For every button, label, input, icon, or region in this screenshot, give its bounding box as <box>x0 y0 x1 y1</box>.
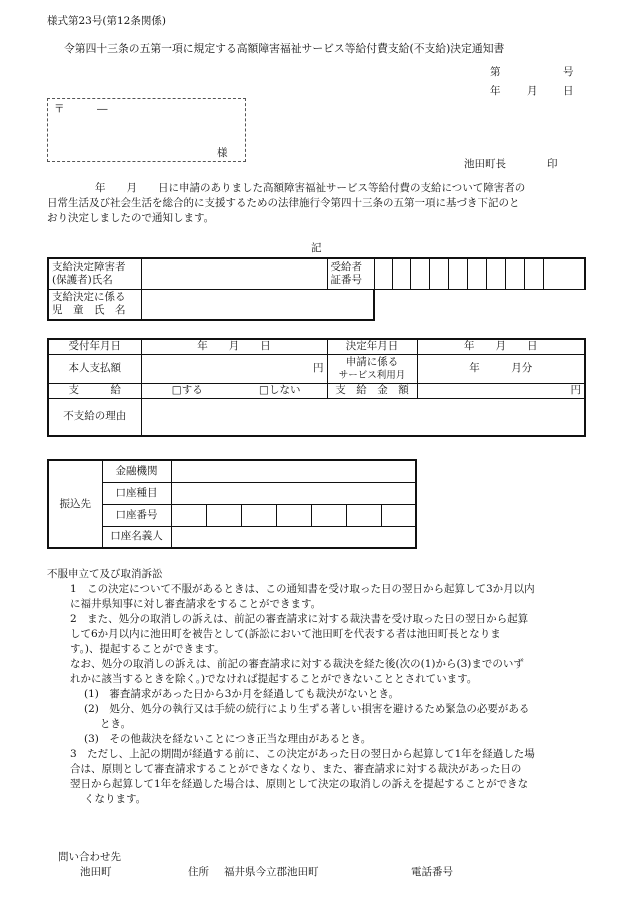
note-line: して6か月以内に池田町を被告として(訴訟において池田町を代表する者は池田町長となりま <box>70 628 501 640</box>
bank-institution-value[interactable] <box>171 460 416 482</box>
note-line: 翌日から起算して1年を経過した場合は、原則として決定の取消しの訴えを提起することができな <box>70 778 529 790</box>
account-no-label: 口座番号 <box>102 504 171 526</box>
account-type-label: 口座種目 <box>102 482 171 504</box>
note-line: に福井県知事に対し審査請求をすることができます。 <box>70 598 322 610</box>
account-digit[interactable] <box>381 504 416 526</box>
postal-mark: 〒 <box>54 103 65 115</box>
decision-date-label: 決定年月日 <box>327 339 417 354</box>
note-line: (1) 審査請求があった日から3か月を経過しても裁決がないとき。 <box>84 688 400 700</box>
payment-yes-checkbox[interactable]: □する <box>141 383 233 398</box>
document-title: 令第四十三条の五第一項に規定する高額障害福祉サービス等給付費支給(不支給)決定通知書 <box>64 42 505 55</box>
note-line: くなります。 <box>84 793 147 805</box>
cert-digit[interactable] <box>448 258 467 289</box>
contact-phone-label: 電話番号 <box>411 866 453 878</box>
cert-digit[interactable] <box>374 258 392 289</box>
contact-heading: 問い合わせ先 <box>58 851 121 863</box>
account-digit[interactable] <box>311 504 346 526</box>
received-date-value[interactable]: 年 月 日 <box>141 339 327 354</box>
reason-value[interactable] <box>141 398 585 436</box>
recipient-honorific: 様 <box>217 147 228 159</box>
account-digit[interactable] <box>206 504 241 526</box>
note-line: なお、処分の取消しの訴えは、前記の審査請求に対する裁決を経た後(次の(1)から(3)までのいず <box>70 658 524 670</box>
note-line: とき。 <box>100 718 132 730</box>
postal-dash: ― <box>97 103 108 115</box>
decision-table <box>47 338 586 437</box>
self-pay-value[interactable]: 円 <box>141 354 327 383</box>
account-digit[interactable] <box>346 504 381 526</box>
cert-digit[interactable] <box>486 258 505 289</box>
intro-line-2: 日常生活及び社会生活を総合的に支援するための法律施行令第四十三条の五第一項に基づき下記のと <box>47 197 520 209</box>
form-number: 様式第23号(第12条関係) <box>47 15 166 27</box>
table1-blank <box>374 289 585 320</box>
cert-digit[interactable] <box>429 258 448 289</box>
cert-digit[interactable] <box>543 258 585 289</box>
cert-no-label: 受給者 証番号 <box>327 258 374 289</box>
bank-table <box>47 459 417 549</box>
payment-no-checkbox[interactable]: □しない <box>233 383 327 398</box>
note-line: 合は、原則として審査請求することができなくなり、また、審査請求に対する裁決があった日の <box>70 763 522 775</box>
note-line: す。)、提起することができます。 <box>70 643 225 655</box>
note-line: れかに該当するときを除く。)でなければ提起することができないこととされています。 <box>70 673 478 685</box>
child-name-value[interactable] <box>141 289 374 320</box>
contact-address-label: 住所 <box>188 866 209 878</box>
contact-org: 池田町 <box>80 866 112 878</box>
cert-digit[interactable] <box>392 258 410 289</box>
doc-no-label: 第 <box>490 66 501 78</box>
payment-label: 支 給 <box>48 383 141 398</box>
contact-address: 福井県今立郡池田町 <box>224 866 319 878</box>
date-month: 月 <box>527 85 538 97</box>
recipient-name-value[interactable] <box>141 258 327 289</box>
note-line: (2) 処分、処分の執行又は手続の続行により生ずる著しい損害を避けるため緊急の必要がある <box>84 703 530 715</box>
service-month-value[interactable]: 年 月分 <box>417 354 585 383</box>
cert-digit[interactable] <box>410 258 429 289</box>
cert-digit[interactable] <box>467 258 486 289</box>
date-year: 年 <box>490 85 501 97</box>
doc-no-suffix: 号 <box>563 66 574 78</box>
received-date-label: 受付年月日 <box>48 339 141 354</box>
account-holder-label: 口座名義人 <box>102 526 171 548</box>
date-day: 日 <box>563 85 574 97</box>
payment-amount-value[interactable]: 円 <box>417 383 585 398</box>
recipient-table <box>47 257 586 321</box>
account-holder-value[interactable] <box>171 526 416 548</box>
note-line: 3 ただし、上記の期間が経過する前に、この決定があった日の翌日から起算して1年を経過した場 <box>70 748 535 760</box>
account-digit[interactable] <box>276 504 311 526</box>
intro-line-1: 年 月 日に申請のありました高額障害福祉サービス等給付費の支給について障害者の <box>95 182 526 194</box>
bank-section-label: 振込先 <box>48 460 102 548</box>
sender-seal: 印 <box>547 158 558 170</box>
note-line: 1 この決定について不服があるときは、この通知書を受け取った日の翌日から起算して3か月以内 <box>70 583 535 595</box>
recipient-name-label: 支給決定障害者 (保護者)氏名 <box>48 258 141 289</box>
ki-mark: 記 <box>311 242 322 254</box>
account-digit[interactable] <box>241 504 276 526</box>
cert-digit[interactable] <box>505 258 524 289</box>
note-line: (3) その他裁決を経ないことにつき正当な理由があるとき。 <box>84 733 372 745</box>
reason-label: 不支給の理由 <box>48 398 141 436</box>
bank-institution-label: 金融機関 <box>102 460 171 482</box>
sender-name: 池田町長 <box>464 158 506 170</box>
child-name-label: 支給決定に係る 児 童 氏 名 <box>48 289 141 320</box>
notes-heading: 不服申立て及び取消訴訟 <box>47 568 163 580</box>
intro-line-3: おり決定しましたので通知します。 <box>47 212 215 224</box>
decision-date-value[interactable]: 年 月 日 <box>417 339 585 354</box>
account-type-value[interactable] <box>171 482 416 504</box>
cert-digit[interactable] <box>524 258 543 289</box>
self-pay-label: 本人支払額 <box>48 354 141 383</box>
payment-amount-label: 支 給 金 額 <box>327 383 417 398</box>
note-line: 2 また、処分の取消しの訴えは、前記の審査請求に対する裁決書を受け取った日の翌日から起算 <box>70 613 529 625</box>
account-digit[interactable] <box>171 504 206 526</box>
service-month-label: 申請に係る サービス利用月 <box>327 354 417 383</box>
